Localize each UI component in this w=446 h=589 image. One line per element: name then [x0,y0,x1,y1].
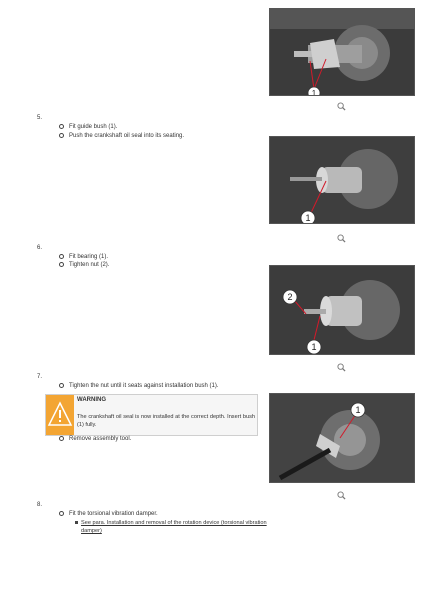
step-number: 7. [37,374,43,380]
list-item: Fit bearing (1). [59,254,108,260]
warning-title: WARNING [77,397,106,403]
list-item: Fit the torsional vibration damper. [59,511,158,517]
zoom-icon[interactable] [337,102,346,111]
list-item: Fit guide bush (1). [59,124,117,130]
zoom-icon[interactable] [337,491,346,500]
callout-1: 1 [311,89,317,95]
zoom-icon[interactable] [337,234,346,243]
square-bullet-icon [75,521,78,524]
warning-triangle-icon [46,395,74,435]
reference-link[interactable]: See para. Installation and removal of the rotation device (torsional vibration damper) [81,519,267,535]
step-number: 8. [37,502,43,508]
callout-2: 2 [287,292,293,302]
figure-illustration [270,9,414,95]
warning-text: The crankshaft oil seal is now installed at the correct depth. Insert bush (1) fully. [77,414,255,428]
figure-photo-2 [269,136,415,224]
zoom-icon[interactable] [337,363,346,372]
figure-photo-3 [269,265,415,355]
warning-accent [46,395,74,435]
callout-1: 1 [305,213,311,223]
list-item: Push the crankshaft oil seal into its seating. [59,133,184,139]
callout-1: 1 [355,405,361,415]
figure-photo-1 [269,8,415,96]
figure-photo-4 [269,393,415,483]
figure-illustration [270,394,414,482]
step-number: 5. [37,115,43,121]
step-number: 6. [37,245,43,251]
list-item: Tighten nut (2). [59,262,109,268]
figure-illustration [270,266,414,354]
list-item: Remove assembly tool. [59,436,131,442]
callout-1: 1 [311,342,317,352]
figure-illustration [270,137,414,223]
list-item: Tighten the nut until it seats against installation bush (1). [59,383,219,389]
warning-box [45,394,258,436]
